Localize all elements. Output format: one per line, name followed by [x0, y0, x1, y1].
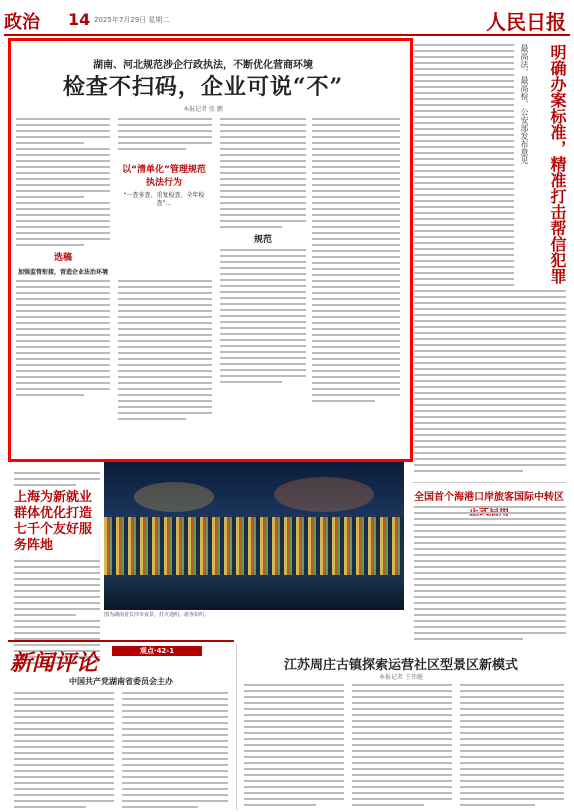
article-column-4	[312, 118, 400, 406]
article-pullquote	[118, 160, 210, 274]
news-photo-night-scene	[104, 462, 404, 610]
article-column-2	[118, 118, 212, 154]
photo-caption: 图为湖南省长沙市夜景，灯火通明，游客如织。	[104, 612, 210, 618]
zhouzhuang-title: 江苏周庄古镇探索运营社区型景区新模式	[283, 658, 518, 673]
pullquote-title: 以“清单化”管理规范执法行为	[122, 165, 206, 188]
article-column-2b	[118, 280, 212, 424]
right-article-text-2	[414, 290, 566, 476]
right-vertical-subtitle: 最高法、最高检、公安部发布意见	[520, 44, 529, 164]
zhouzhuang-col-1	[244, 684, 344, 810]
commentary-masthead: 新闻评论	[10, 650, 99, 676]
commentary-col-2	[122, 692, 228, 812]
page-header	[4, 4, 570, 36]
article-column-3	[220, 118, 306, 387]
section-title: 政治	[4, 12, 40, 33]
newspaper-logo: 人民日报	[486, 10, 566, 34]
commentary-bar: 观点·42-1	[112, 646, 202, 656]
zhouzhuang-col-3	[460, 684, 564, 810]
article-headline: 检查不扫码，企业可说“不”	[62, 74, 344, 100]
zhouzhuang-col-2	[352, 684, 452, 810]
zhouzhuang-byline: 本报记者 王伟健	[379, 674, 423, 681]
date-line: 2025年7月29日 星期二	[94, 16, 170, 24]
article-column-1	[16, 118, 110, 400]
right-article-body	[414, 506, 566, 644]
side-feature	[14, 472, 100, 668]
right-vertical-headline: 明确办案标准，精准打击帮信犯罪	[548, 44, 567, 284]
article-byline: 本报记者 张 鹏	[183, 106, 223, 113]
right-article-title: 全国首个海港口岸旅客国际中转区	[414, 492, 564, 503]
commentary-title: 中国共产党湖南省委员会主办	[69, 676, 173, 686]
article-subhead-2: 规范	[253, 235, 272, 245]
commentary-col-1	[14, 692, 114, 812]
article-subnote: 加强监管衔接，营造企业法治环境	[17, 269, 108, 276]
article-subhead-1: 选稿	[53, 253, 72, 263]
side-feature-headline: 上海为新就业群体优化打造七千个友好服务阵地	[14, 490, 93, 553]
page-number: 14	[68, 10, 91, 29]
pullquote-text: “一查多查、重复检查、全年检查”…	[123, 192, 205, 207]
article-subtitle: 湖南、河北规范涉企行政执法，不断优化营商环境	[93, 60, 313, 71]
right-divider	[412, 482, 566, 483]
